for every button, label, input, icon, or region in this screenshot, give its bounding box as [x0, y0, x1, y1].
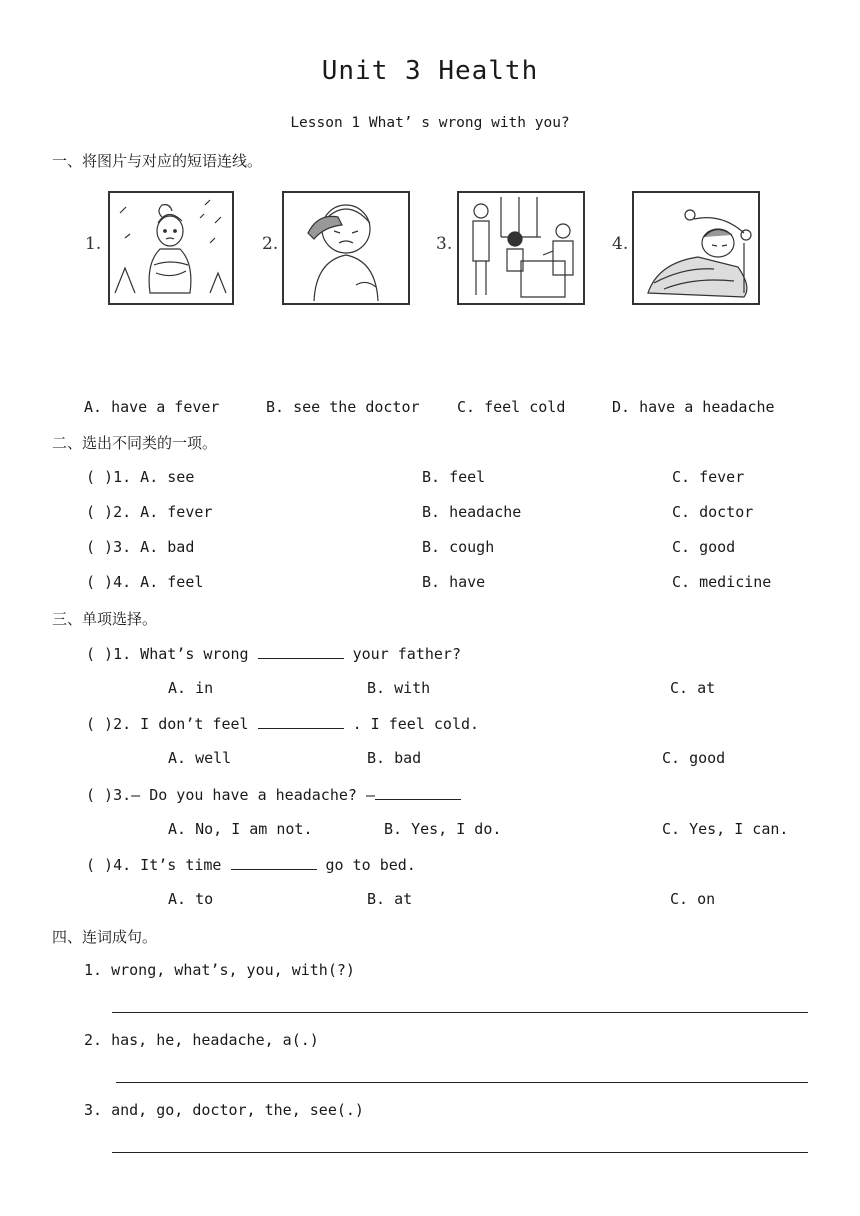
fever-in-bed-icon — [634, 193, 758, 303]
part3-question-3 — [86, 785, 461, 804]
picture-number: 2. — [262, 234, 279, 254]
worksheet-title: Unit 3 Health — [321, 56, 539, 86]
question-text: ( )2. I don’t feel — [86, 715, 258, 733]
part4-heading: 四、连词成句。 — [52, 928, 158, 946]
doctor-icon — [459, 193, 583, 303]
part3-choice-a: A. to — [168, 890, 214, 908]
part1-heading: 一、将图片与对应的短语连线。 — [52, 152, 263, 170]
part2-choice-c: C. medicine — [672, 573, 772, 591]
question-text: ( )4. It’s time — [86, 856, 231, 874]
part3-choice-a: A. in — [168, 679, 214, 697]
option-feel-cold: C. feel cold — [457, 398, 566, 416]
option-have-a-fever: A. have a fever — [84, 398, 220, 416]
part3-choice-c: C. good — [662, 749, 726, 767]
part2-choice-b: B. cough — [422, 538, 495, 556]
option-see-the-doctor: B. see the doctor — [266, 398, 420, 416]
question-text: ( )3.— Do you have a headache? — — [86, 786, 375, 804]
answer-line[interactable] — [116, 1082, 808, 1083]
part3-choice-c: C. at — [670, 679, 716, 697]
part3-choice-a: A. well — [168, 749, 232, 767]
part2-question-1: ( )1. A. see — [86, 468, 195, 486]
part2-heading: 二、选出不同类的一项。 — [52, 434, 218, 452]
answer-blank[interactable] — [258, 644, 344, 659]
part2-choice-b: B. feel — [422, 468, 486, 486]
part3-choice-a: A. No, I am not. — [168, 820, 313, 838]
lesson-subtitle: Lesson 1 What’ s wrong with you? — [290, 115, 570, 131]
part3-choice-b: B. at — [367, 890, 413, 908]
picture-number: 3. — [436, 234, 453, 254]
part4-item-2: 2. has, he, headache, a(.) — [84, 1031, 319, 1049]
part3-choice-b: B. bad — [367, 749, 422, 767]
part2-choice-b: B. headache — [422, 503, 522, 521]
part4-item-3: 3. and, go, doctor, the, see(.) — [84, 1101, 364, 1119]
question-text: go to bed. — [316, 856, 416, 874]
option-have-a-headache: D. have a headache — [612, 398, 775, 416]
part2-choice-c: C. doctor — [672, 503, 754, 521]
answer-blank[interactable] — [375, 785, 461, 800]
part3-choice-b: B. with — [367, 679, 431, 697]
part4-item-1: 1. wrong, what’s, you, with(?) — [84, 961, 355, 979]
part3-question-1 — [86, 644, 461, 663]
picture-number: 4. — [612, 234, 629, 254]
girl-with-headache-picture — [282, 191, 410, 305]
headache-icon — [284, 193, 408, 303]
part3-choice-c: C. Yes, I can. — [662, 820, 789, 838]
question-text: ( )1. What’s wrong — [86, 645, 258, 663]
picture-number: 1. — [85, 234, 102, 254]
part2-question-4: ( )4. A. feel — [86, 573, 204, 591]
part2-choice-c: C. fever — [672, 468, 745, 486]
part3-choice-c: C. on — [670, 890, 716, 908]
boy-in-bed-with-fever-picture — [632, 191, 760, 305]
seeing-the-doctor-picture — [457, 191, 585, 305]
answer-line[interactable] — [112, 1152, 808, 1153]
question-text: your father? — [343, 645, 461, 663]
part2-question-3: ( )3. A. bad — [86, 538, 195, 556]
question-text: . I feel cold. — [343, 715, 480, 733]
part3-question-4 — [86, 855, 416, 874]
part2-question-2: ( )2. A. fever — [86, 503, 213, 521]
part2-choice-b: B. have — [422, 573, 486, 591]
answer-blank[interactable] — [258, 714, 344, 729]
part3-choice-b: B. Yes, I do. — [384, 820, 502, 838]
girl-feeling-cold-picture — [108, 191, 234, 305]
answer-blank[interactable] — [231, 855, 317, 870]
part2-choice-c: C. good — [672, 538, 736, 556]
girl-feeling-cold-icon — [110, 193, 232, 303]
part3-question-2 — [86, 714, 479, 733]
answer-line[interactable] — [112, 1012, 808, 1013]
part3-heading: 三、单项选择。 — [52, 610, 158, 628]
